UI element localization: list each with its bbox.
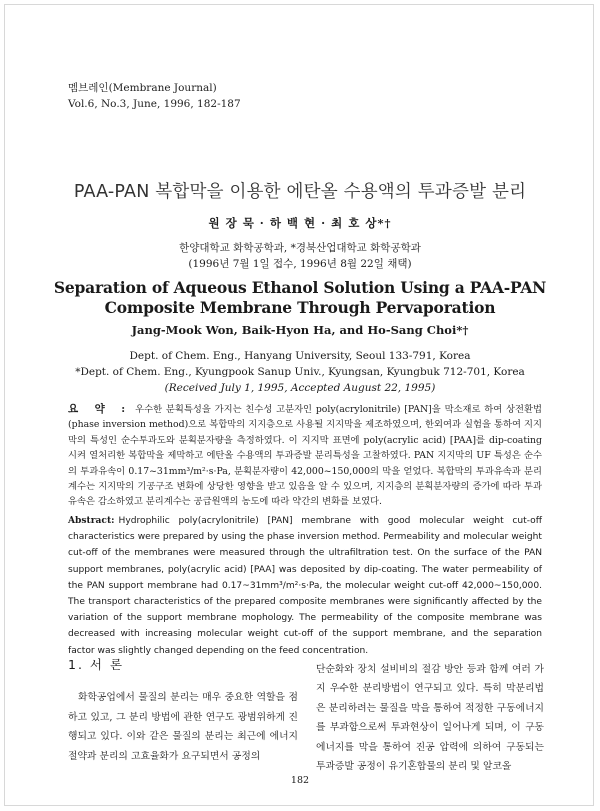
english-affiliation xyxy=(0,348,600,396)
english-affiliation-line1: Dept. of Chem. Eng., Hanyang University, Seoul 133-791, Korea xyxy=(129,350,471,362)
english-title-line2: Composite Membrane Through Pervaporation xyxy=(104,298,496,317)
korean-title: PAA-PAN 복합막을 이용한 에탄올 수용액의 투과증발 분리 xyxy=(73,182,527,202)
korean-affiliation-line1: 한양대학교 화학공학과, *경북산업대학교 화학공학과 xyxy=(179,242,421,254)
journal-header xyxy=(68,80,241,112)
english-abstract xyxy=(68,513,542,659)
journal-volume: Vol.6, No.3, June, 1996, 182-187 xyxy=(68,98,241,110)
english-abstract-label: Abstract: xyxy=(68,515,115,526)
english-title-line1: Separation of Aqueous Ethanol Solution Using a PAA-PAN xyxy=(53,278,547,297)
korean-affiliation xyxy=(0,240,600,272)
body-paragraph-left: 화학공업에서 물질의 분리는 매우 중요한 역할을 점하고 있고, 그 분리 방법에 관한 연구도 광범위하게 진행되고 있다. 이와 같은 물질의 분리는 최근에 에너지 절약과 분리의 고효율화가 요구되면서 공정의 xyxy=(68,692,298,762)
body-column-right xyxy=(316,660,544,776)
korean-received-dates: (1996년 7월 1일 접수, 1996년 8월 22일 채택) xyxy=(188,258,412,270)
english-abstract-text: Hydrophilic poly(acrylonitrile) [PAN] membrane with good molecular weight cut-off characteristics were prepared by using the phase inversion method. Permeability and molecular weight cut-off of the membranes were measured through the ultrafiltration test. On the surface of the PAN support membranes, poly(acrylic acid) [PAA] was deposited by dip-coating. The water permeability of the PAN support membrane had 0.17~31mm³/m²·s·Pa, the molecular weight cut-off 42,000~150,000. The transport characteristics of the prepared composite membranes were significantly affected by the variation of the support membrane mophology. The permeability of the composite membrane was decreased with increasing molecular weight cut-off of the support membrane, and the separation factor was slightly changed depending on the feed concentration. xyxy=(68,516,542,656)
body-column-left xyxy=(68,655,298,766)
korean-authors: 원 장 묵 · 하 백 현 · 최 호 상*† xyxy=(208,216,392,230)
english-title xyxy=(0,278,600,318)
english-authors: Jang-Mook Won, Baik-Hyon Ha, and Ho-Sang Choi*† xyxy=(131,323,469,337)
english-received-dates: (Received July 1, 1995, Accepted August 22, 1995) xyxy=(164,382,436,394)
section-heading-introduction: 1. 서 론 xyxy=(68,657,125,672)
body-paragraph-right: 단순화와 장치 설비비의 절감 방안 등과 함께 여러 가지 우수한 분리방법이 연구되고 있다. 특히 막분리법은 분리하려는 물질을 막을 통하여 적정한 구동에너지를 부과함으로써 투과현상이 일어나게 되며, 이 구동에너지를 막을 통하여 진공 압력에 의하여 구동되는 투과증발 공정이 유기혼합물의 분리 및 알코올 xyxy=(316,664,544,773)
journal-name: 멤브레인(Membrane Journal) xyxy=(68,82,217,94)
english-affiliation-line2: *Dept. of Chem. Eng., Kyungpook Sanup Univ., Kyungsan, Kyungbuk 712-701, Korea xyxy=(75,366,525,378)
korean-abstract-label: 요 약 : xyxy=(68,403,132,415)
korean-abstract-text: 우수한 분획특성을 가지는 친수성 고분자인 poly(acrylonitrile) [PAN]을 막소재로 하여 상전환법(phase inversion method)으로 복합막의 지지층으로 사용될 지지막을 제조하였으며, 한외여과 실험을 통하여 지지막의 특성인 순수투과도와 분획분자량을 측정하였다. 이 지지막 표면에 poly(acrylic acid) [PAA]를 dip-coating 시켜 열처리한 복합막을 제막하고 에탄올 수용액의 투과증발 분리특성을 고찰하였다. PAN 지지막의 UF 특성은 순수의 투과유속이 0.17~31mm³/m²·s·Pa, 분획분자량이 42,000~150,000의 막을 얻었다. 복합막의 투과유속과 분리계수는 지지막의 기공구조 변화에 상당한 영향을 받고 있음을 알 수 있으며, 지지층의 분획분자량의 증가에 따라 투과유속은 감소하였고 분리계수는 공급원액의 농도에 따라 약간의 변화를 보였다. xyxy=(68,404,542,508)
page-number: 182 xyxy=(290,775,310,786)
korean-abstract xyxy=(68,402,542,510)
